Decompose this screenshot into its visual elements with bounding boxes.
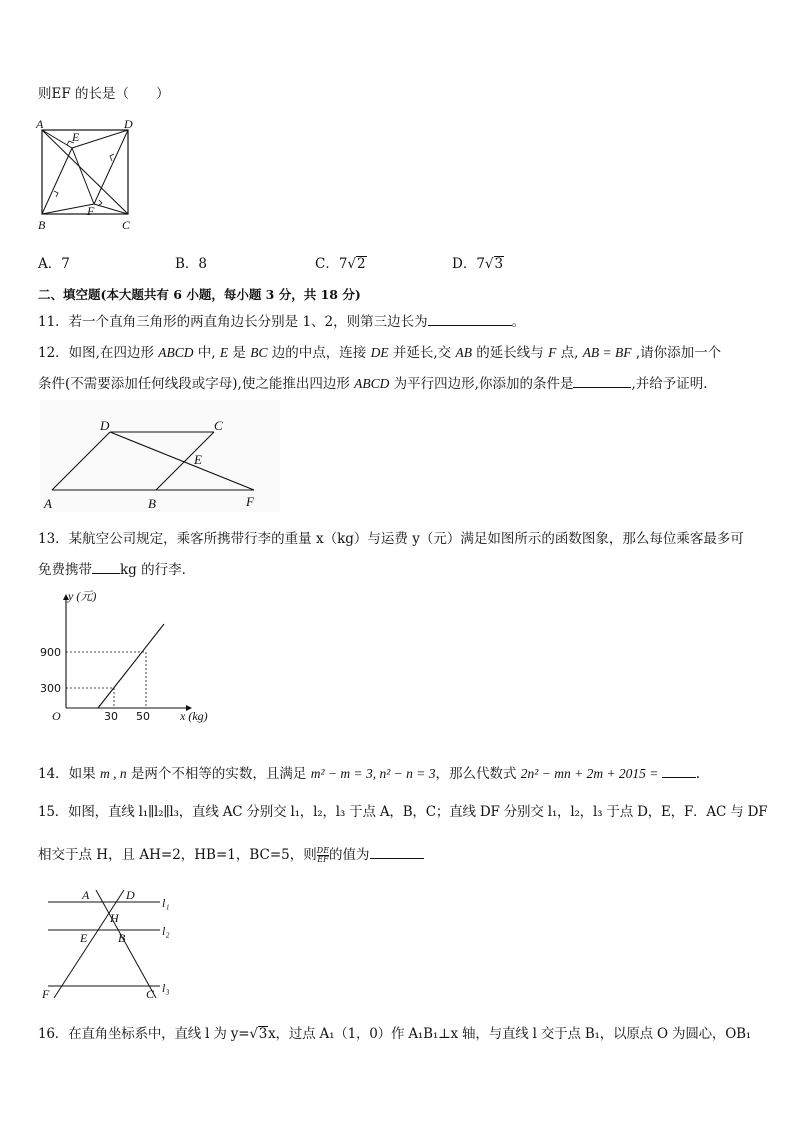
q15-label-l3: l₃: [162, 981, 170, 995]
q12-label-d: D: [100, 418, 110, 433]
q10-option-b: B．8: [175, 256, 208, 272]
q12-label-c: C: [214, 418, 223, 433]
q10-label-b: B: [38, 218, 46, 232]
q12-parallelogram-figure: [40, 400, 280, 512]
section-title: 二、填空题(本大题共有 6 小题，每小题 3 分，共 18 分): [38, 287, 361, 302]
q13-y-tick-900: 900: [40, 646, 61, 659]
q13-x-tick-50: 50: [136, 710, 150, 723]
function-line: [98, 624, 164, 708]
q15-label-h: H: [110, 911, 119, 925]
q15-answer-blank[interactable]: [370, 846, 424, 859]
q10-label-e: E: [72, 130, 80, 144]
q10-label-c: C: [122, 218, 131, 232]
q10-option-a: A．7: [38, 256, 70, 272]
q16-text: 16．在直角坐标系中，直线 l 为 y=√3x，过点 A₁（1，0）作 A₁B₁⊥x 轴，与直线 l 交于点 B₁，以原点 O 为圆心，OB₁: [38, 1026, 752, 1042]
q15-label-e: E: [80, 931, 88, 945]
q11-answer-blank[interactable]: [428, 313, 512, 326]
q15-line2: 相交于点 H，且 AH=2，HB=1，BC=5，则 $\frac{DE}{EF}$ 的值为: [38, 843, 424, 864]
q13-x-tick-30: 30: [104, 710, 118, 723]
q15-label-l2: l₂: [162, 924, 170, 938]
q12-label-a: A: [44, 496, 52, 511]
q10-option-c: C．7√2: [315, 256, 366, 272]
q10-label-a: A: [36, 117, 44, 131]
q13-answer-blank[interactable]: [92, 561, 120, 574]
q11-text: 11．若一个直角三角形的两直角边长分别是 1、2，则第三边长为 。: [38, 314, 526, 330]
q13-origin-label: O: [52, 709, 61, 723]
q10-label-f: F: [87, 204, 95, 218]
q10-square-figure: [34, 116, 138, 234]
q10-label-d: D: [124, 117, 133, 131]
q13-x-label: x (kg): [180, 709, 208, 723]
q15-label-l1: l₁: [162, 896, 170, 910]
q15-parallel-lines-figure: [36, 884, 196, 1004]
q15-label-a: A: [82, 888, 90, 902]
q15-label-b: B: [118, 931, 126, 945]
q15-label-c: C: [146, 987, 155, 1001]
q14-text: 14．如果 m , n 是两个不相等的实数，且满足 m² − m = 3, n² − n = 3，那么代数式 2n² − mn + 2m + 2015 = .: [38, 766, 701, 782]
q15-fraction: $\frac{DE}{EF}$: [316, 846, 330, 864]
q12-line2: 条件(不需要添加任何线段或字母),使之能推出四边形 ABCD 为平行四边形,你添加的条件是 ,并给予证明.: [38, 376, 708, 392]
q13-y-label: y (元): [68, 589, 97, 603]
q14-answer-blank[interactable]: [662, 765, 696, 778]
q12-label-f: F: [246, 494, 254, 509]
q13-function-graph: [36, 586, 216, 734]
q12-label-b: B: [148, 496, 156, 511]
q15-label-d: D: [126, 888, 135, 902]
q13-y-tick-300: 300: [40, 682, 61, 695]
q10-stem-tail: 则EF 的长是（ ）: [38, 86, 170, 102]
q13-line2: 免费携带 kg 的行李．: [38, 562, 196, 578]
q10-option-d: D．7√3: [452, 256, 504, 272]
q15-line1: 15．如图，直线 l₁∥l₂∥l₃，直线 AC 分别交 l₁，l₂，l₃ 于点 A，B，C；直线 DF 分别交 l₁，l₂，l₃ 于点 D，E，F．AC 与 DF: [38, 804, 768, 820]
q12-answer-blank[interactable]: [573, 375, 631, 388]
q12-line1: 12．如图,在四边形 ABCD 中, E 是 BC 边的中点，连接 DE 并延长,交 AB 的延长线与 F 点, AB = BF ,请你添加一个: [38, 345, 722, 361]
q12-label-e: E: [194, 452, 202, 467]
q15-label-f: F: [42, 987, 50, 1001]
q13-line1: 13．某航空公司规定，乘客所携带行李的重量 x（kg）与运费 y（元）满足如图所示的函数图象，那么每位乘客最多可: [38, 531, 744, 547]
